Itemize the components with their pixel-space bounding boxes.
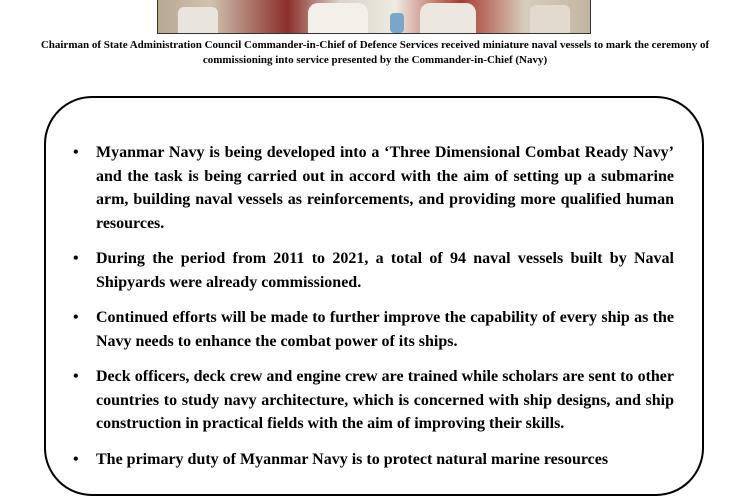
list-item: [70, 306, 674, 353]
bullet-icon: •: [73, 450, 79, 468]
ceremony-photo: [157, 0, 591, 34]
bullet-text: The primary duty of Myanmar Navy is to protect natural marine resources: [96, 450, 609, 468]
photo-figure-center-left: [308, 3, 368, 33]
photo-figure-center-right: [420, 3, 476, 33]
list-item: [70, 448, 674, 472]
bullet-text: Deck officers, deck crew and engine crew are trained while scholars are sent to other countries to study navy architecture, which is concerned with ship designs, and ship construction in practical fields with the aim of improving their skills.: [96, 368, 674, 432]
photo-figure-right: [530, 5, 570, 33]
photo-caption: Chairman of State Administration Council Commander-in-Chief of Defence Services received miniature naval vessels to mark the ceremony of commissioning into service presented by the Commander-in-Chief (Navy): [40, 39, 710, 66]
list-item: [70, 365, 674, 436]
bullet-icon: •: [73, 250, 79, 267]
bullet-text: During the period from 2011 to 2021, a total of 94 naval vessels built by Naval Shipyards were already commissioned.: [96, 250, 674, 291]
bullet-list: [70, 141, 674, 483]
bullet-text: Continued efforts will be made to further improve the capability of every ship as the Navy needs to enhance the combat power of its ships.: [96, 309, 674, 350]
bullet-icon: •: [73, 368, 79, 385]
photo-figure-left: [178, 7, 218, 33]
bullet-text: Myanmar Navy is being developed into a ‘Three Dimensional Combat Ready Navy’ and the task is being carried out in accord with the aim of setting up a submarine arm, building naval vessels as reinforcements, and providing more qualified human resources.: [96, 144, 674, 232]
list-item: [70, 247, 674, 294]
bullet-icon: •: [73, 144, 79, 161]
list-item: [70, 141, 674, 235]
photo-bottle: [390, 13, 404, 33]
bullet-icon: •: [73, 309, 79, 326]
